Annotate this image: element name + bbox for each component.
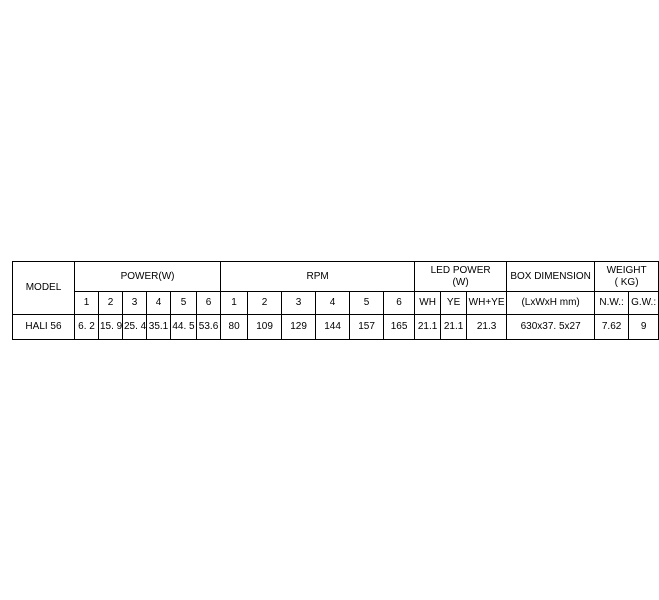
header-rpm-step-4: 4 bbox=[316, 292, 350, 315]
cell-power-2: 15. 9 bbox=[99, 315, 123, 340]
cell-led-wh-ye: 21.3 bbox=[467, 315, 507, 340]
header-box-dimension: BOX DIMENSION bbox=[507, 262, 595, 292]
header-led-power-group bbox=[415, 262, 507, 292]
header-weight-nw: N.W.: bbox=[595, 292, 629, 315]
header-weight-line1: WEIGHT bbox=[606, 265, 647, 276]
header-weight-group bbox=[595, 262, 659, 292]
header-led-wh: WH bbox=[415, 292, 441, 315]
cell-rpm-4: 144 bbox=[316, 315, 350, 340]
cell-power-1: 6. 2 bbox=[75, 315, 99, 340]
header-power-step-1: 1 bbox=[75, 292, 99, 315]
header-led-power-line2: (W) bbox=[452, 276, 469, 288]
header-rpm-step-3: 3 bbox=[282, 292, 316, 315]
header-led-wh-ye: WH+YE bbox=[467, 292, 507, 315]
spec-sheet bbox=[12, 261, 657, 340]
table-header-row-2 bbox=[13, 292, 659, 315]
header-rpm-step-5: 5 bbox=[350, 292, 384, 315]
cell-rpm-2: 109 bbox=[248, 315, 282, 340]
header-led-ye: YE bbox=[441, 292, 467, 315]
header-weight-gw: G.W.: bbox=[629, 292, 659, 315]
cell-rpm-5: 157 bbox=[350, 315, 384, 340]
header-weight-line2: ( KG) bbox=[614, 276, 639, 288]
cell-weight-nw: 7.62 bbox=[595, 315, 629, 340]
header-rpm-step-6: 6 bbox=[384, 292, 415, 315]
header-power-step-5: 5 bbox=[171, 292, 197, 315]
header-led-power-line1: LED POWER bbox=[430, 265, 491, 276]
cell-led-wh: 21.1 bbox=[415, 315, 441, 340]
cell-model: HALI 56 bbox=[13, 315, 75, 340]
cell-power-5: 44. 5 bbox=[171, 315, 197, 340]
header-box-dimension-unit: (LxWxH mm) bbox=[507, 292, 595, 315]
header-model: MODEL bbox=[13, 262, 75, 315]
cell-power-3: 25. 4 bbox=[123, 315, 147, 340]
header-power-step-4: 4 bbox=[147, 292, 171, 315]
cell-rpm-6: 165 bbox=[384, 315, 415, 340]
table-header-row-1 bbox=[13, 262, 659, 292]
header-rpm-step-1: 1 bbox=[221, 292, 248, 315]
cell-box-dimension: 630x37. 5x27 bbox=[507, 315, 595, 340]
cell-rpm-3: 129 bbox=[282, 315, 316, 340]
header-power-step-2: 2 bbox=[99, 292, 123, 315]
header-power-step-6: 6 bbox=[197, 292, 221, 315]
table-row bbox=[13, 315, 659, 340]
header-power-step-3: 3 bbox=[123, 292, 147, 315]
specification-table bbox=[12, 261, 659, 340]
cell-led-ye: 21.1 bbox=[441, 315, 467, 340]
cell-rpm-1: 80 bbox=[221, 315, 248, 340]
header-power-group: POWER(W) bbox=[75, 262, 221, 292]
cell-power-6: 53.6 bbox=[197, 315, 221, 340]
header-rpm-group: RPM bbox=[221, 262, 415, 292]
cell-power-4: 35.1 bbox=[147, 315, 171, 340]
cell-weight-gw: 9 bbox=[629, 315, 659, 340]
header-rpm-step-2: 2 bbox=[248, 292, 282, 315]
